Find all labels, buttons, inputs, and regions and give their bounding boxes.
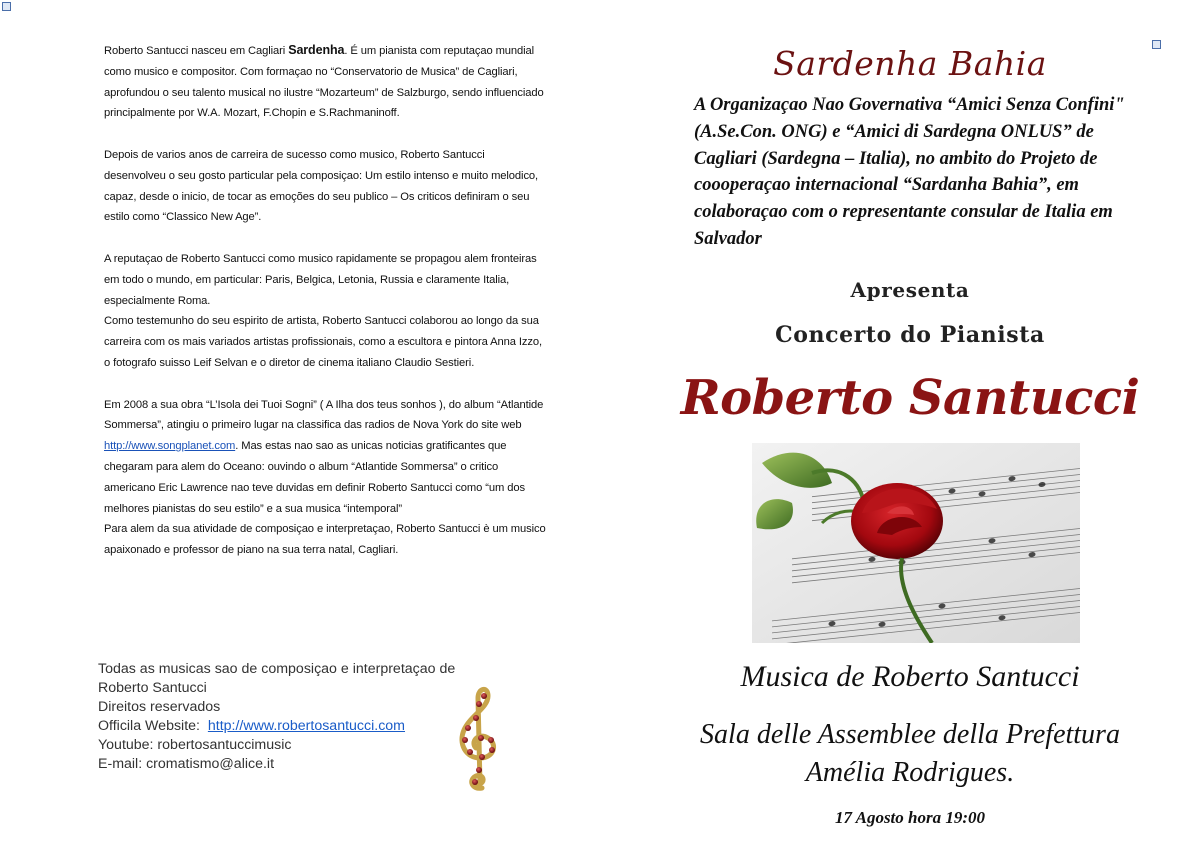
bio-paragraph-2: Depois de varios anos de carreira de sucesso como musico, Roberto Santucci desenvolveu o seu gosto particular pela composiçao: Um estilo intenso e muito melodico, capaz, desde o inicio, de tocar as emoções do seu publico – Os criticos definiram o seu estilo como “Classico New Age”. <box>104 148 539 224</box>
bio-paragraph-4: Como testemunho do seu espirito de artista, Roberto Santucci colaborou ao longo da sua carreira com os mais variados artistas profissionais, como a escultora e pintora Anna Izzo, o fotografo suisso Leif Selvan e o diretor de cinema italiano Claudio Sestieri. <box>104 315 542 369</box>
event-date: 17 Agosto hora 19:00 <box>834 808 986 827</box>
event-title: Sardenha Bahia <box>773 44 1047 83</box>
credits-line-website: Officila Website: http://www.robertosantucci.com <box>98 718 406 734</box>
bio-paragraph-6: Para alem da sua atividade de composiçao e interpretaçao, Roberto Santucci è um musico apaixonado e professor de piano na sua terra natal, Cagliari. <box>104 523 546 557</box>
credits-line-rights: Direitos reservados <box>98 699 221 715</box>
biography-column <box>104 40 549 582</box>
official-website-link[interactable]: http://www.robertosantucci.com <box>207 718 406 734</box>
concert-heading: Concerto do Pianista <box>775 322 1045 348</box>
credits-line-email: E-mail: cromatismo@alice.it <box>98 756 275 772</box>
rose-sheet-music-image <box>752 443 1080 643</box>
organizer-description: A Organizaçao Nao Governativa “Amici Senza Confini" (A.Se.Con. ONG) e “Amici di Sardegna ONLUS” de Cagliari (Sardegna – Italia), no ambito do Projeto de coooperaçao internacional “Sardanha Bahia”, em colaboraçao com o representante consular de Italia em Salvador <box>694 95 1125 249</box>
credits-line-composition: Todas as musicas sao de composiçao e interpretaçao de <box>98 661 456 677</box>
bio-paragraph-1: Roberto Santucci nasceu em Cagliari Sardenha. É um pianista com reputaçao mundial como musico e compositor. Com formaçao no “Conservatorio de Musica” de Cagliari, aprofundou o seu talento musical no ilustre “Mozarteum” de Salzburgo, sendo influenciado principalmente por W.A. Mozart, F.Chopin e S.Rachmaninoff. <box>104 43 544 120</box>
venue <box>660 716 1160 792</box>
bio-paragraph-3: A reputaçao de Roberto Santucci como musico rapidamente se propagou alem fronteiras em todo o mundo, em particular: Paris, Belgica, Letonia, Russia e claramente Italia, especialmente Roma. <box>104 252 537 307</box>
credits-line-artist: Roberto Santucci <box>98 680 207 696</box>
songplanet-link[interactable]: http://www.songplanet.com <box>104 440 236 453</box>
bio-paragraph-5: Em 2008 a sua obra “L’Isola dei Tuoi Sogni” ( A Ilha dos teus sonhos ), do album “Atlantide Sommersa”, atingiu o primeiro lugar na classifica das radios de Nova York do site web http://www.songplanet.com. Mas estas nao sao as unicas noticias gratificantes que chegaram para alem do Oceano: ouvindo o album “Atlantide Sommersa” o critico americano Eric Lawrence nao teve duvidas em definir Roberto Santucci como “um dos melhores pianistas do seu estilo” e a sua musica “intemporal” <box>104 398 544 515</box>
venue-line-1: Sala delle Assemblee della Prefettura <box>700 719 1120 750</box>
music-by-label: Musica de Roberto Santucci <box>740 660 1080 693</box>
treble-clef-icon <box>448 684 512 796</box>
venue-line-2: Amélia Rodrigues. <box>805 757 1015 788</box>
artist-name: Roberto Santucci <box>680 370 1140 426</box>
bio-strong-sardenha: Sardenha <box>288 43 345 57</box>
credits-line-youtube: Youtube: robertosantuccimusic <box>98 737 292 753</box>
presents-label: Apresenta <box>850 278 970 302</box>
corner-handle-top-left <box>2 2 11 11</box>
